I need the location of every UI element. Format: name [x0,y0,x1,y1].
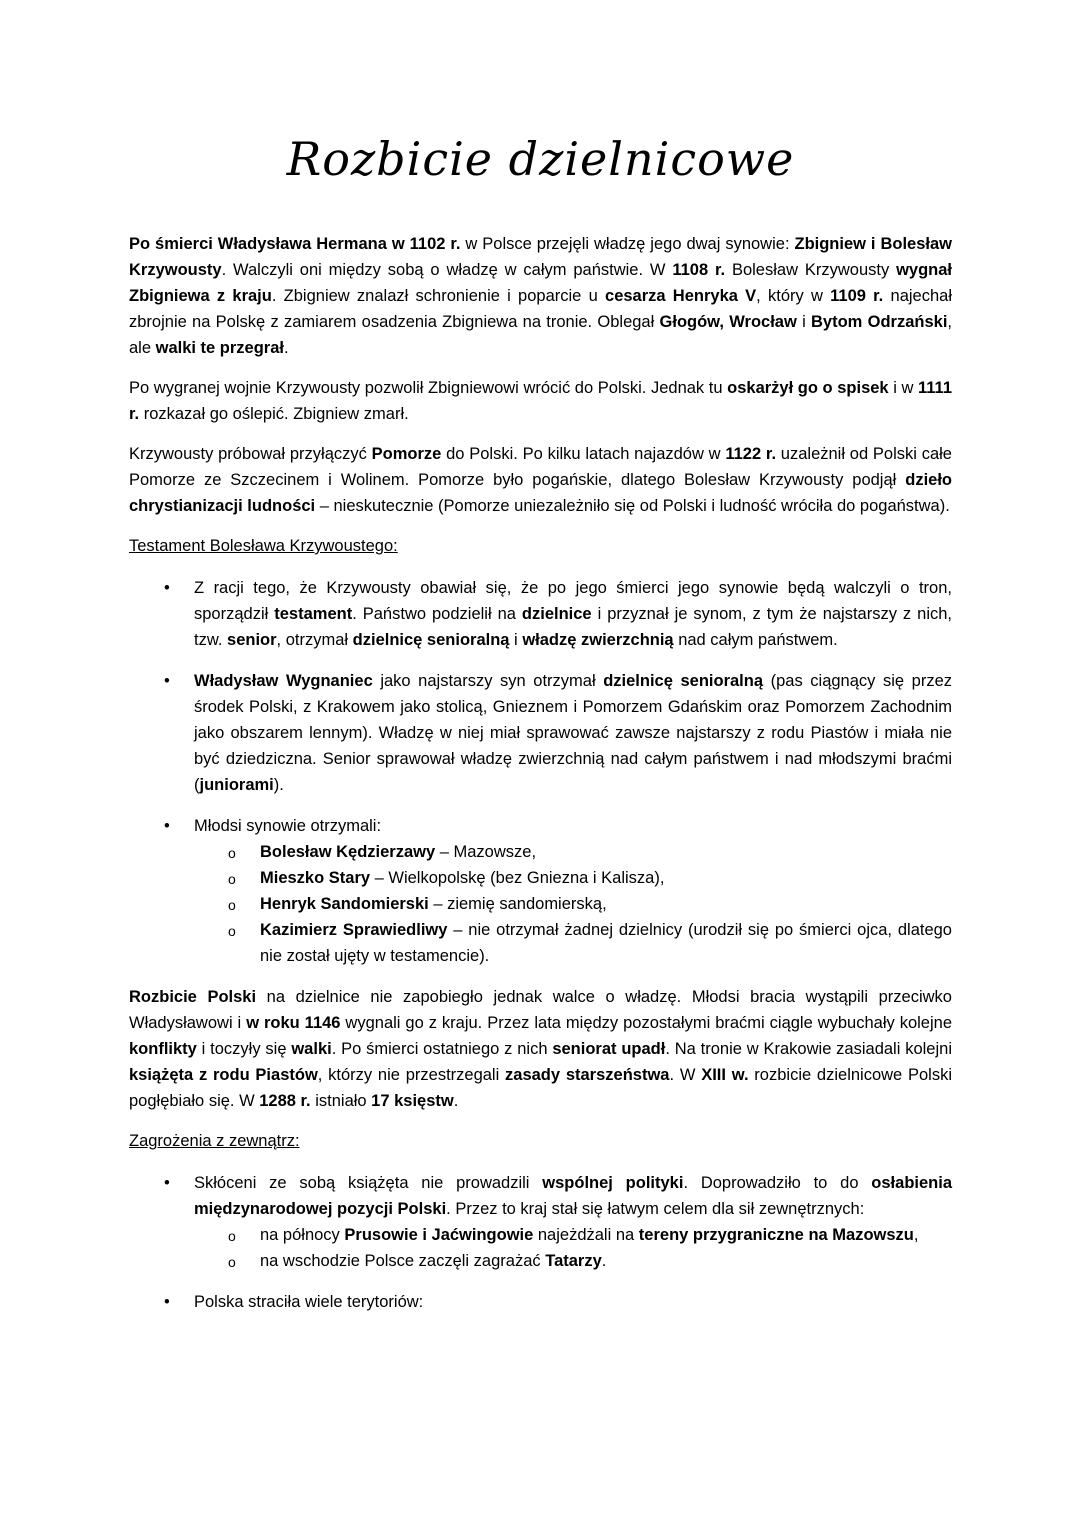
paragraph-rozbicie-polski: Rozbicie Polski na dzielnice nie zapobiegło jednak walce o władzę. Młodsi bracia wystąpili przeciwko Władysławowi i w roku 1146 wygnali go z kraju. Przez lata między pozostałymi braćmi ciągle wybuchały kolejne konflikty i toczyły się walki. Po śmierci ostatniego z nich seniorat upadł. Na tronie w Krakowie zasiadali kolejni książęta z rodu Piastów, którzy nie przestrzegali zasady starszeństwa. W XIII w. rozbicie dzielnicowe Polski pogłębiało się. W 1288 r. istniało 17 księstw. [129,988,953,1110]
paragraph-zbigniew-blinded: Po wygranej wojnie Krzywousty pozwolił Zbigniewowi wrócić do Polski. Jednak tu oskarżył go o spisek i w 1111 r. rozkazał go oślepić. Zbigniew zmarł. [129,379,952,423]
list-item-east-tatarzy: o na wschodzie Polsce zaczęli zagrażać Tatarzy. [194,1248,952,1274]
paragraph-pomorze: Krzywousty próbował przyłączyć Pomorze do Polski. Po kilku latach najazdów w 1122 r. uzależnił od Polski całe Pomorze ze Szczecinem i Wolinem. Pomorze było pogańskie, dlatego Bolesław Krzywousty podjął dzieło chrystianizacji ludności – nieskutecznie (Pomorze uniezależniło się od Polski i ludność wróciła do pogaństwa). [129,445,952,515]
list-item-wladyslaw-wygnaniec: • Władysław Wygnaniec jako najstarszy syn otrzymał dzielnicę senioralną (pas ciągnący się przez środek Polski, z Krakowem jako stolicą, Gnieznem i Pomorzem Gdańskim oraz Pomorzem Zachodnim jako obszarem lennym). Władzę w niej miał sprawować zawsze najstarszy z rodu Piastów i miała nie być dziedziczna. Senior sprawował władzę zwierzchnią nad całym państwem i nad młodszymi braćmi (juniorami). [129,668,952,798]
section-heading-testament: Testament Bolesława Krzywoustego: [129,537,398,555]
list-item-boleslaw-kedzierzawy: o Bolesław Kędzierzawy – Mazowsze, [194,839,952,865]
list-item-younger-sons [129,813,952,969]
paragraph-herman-sons: Po śmierci Władysława Hermana w 1102 r. w Polsce przejęli władzę jego dwaj synowie: Zbigniew i Bolesław Krzywousty. Walczyli oni między sobą o władzę w całym państwie. W 1108 r. Bolesław Krzywousty wygnał Zbigniewa z kraju. Zbigniew znalazł schronienie i poparcie u cesarza Henryka V, który w 1109 r. najechał zbrojnie na Polskę z zamiarem osadzenia Zbigniewa na tronie. Oblegał Głogów, Wrocław i Bytom Odrzański, ale walki te przegrał. [129,235,952,357]
list-item-lost-territories: • Polska straciła wiele terytoriów: [129,1289,952,1315]
sons-sublist [194,839,952,969]
section-heading-threats: Zagrożenia z zewnątrz: [129,1132,300,1150]
threat-directions-sublist [194,1222,952,1274]
list-item-henryk-sandomierski: o Henryk Sandomierski – ziemię sandomierską, [194,891,952,917]
list-item-quarreling-dukes [129,1170,952,1274]
list-item-mieszko-stary: o Mieszko Stary – Wielkopolskę (bez Gniezna i Kalisza), [194,865,952,891]
list-item-text: Skłóceni ze sobą książęta nie prowadzili wspólnej polityki. Doprowadziło to do osłabienia międzynarodowej pozycji Polski. Przez to kraj stał się łatwym celem dla sił zewnętrznych: [194,1174,952,1218]
list-item-kazimierz-sprawiedliwy: o Kazimierz Sprawiedliwy – nie otrzymał żadnej dzielnicy (urodził się po śmierci ojca, dlatego nie został ujęty w testamencie). [194,917,952,969]
testament-list [129,575,952,969]
list-item-north-prusowie: o na północy Prusowie i Jaćwingowie najeżdżali na tereny przygraniczne na Mazowszu, [194,1222,952,1248]
list-item-testament-created: • Z racji tego, że Krzywousty obawiał się, że po jego śmierci jego synowie będą walczyli o tron, sporządził testament. Państwo podzielił na dzielnice i przyznał je synom, z tym że najstarszy z nich, tzw. senior, otrzymał dzielnicę senioralną i władzę zwierzchnią nad całym państwem. [129,575,952,653]
threats-list [129,1170,952,1315]
document-title: Rozbicie dzielnicowe [286,132,795,186]
list-item-text: Młodsi synowie otrzymali: [194,817,382,835]
